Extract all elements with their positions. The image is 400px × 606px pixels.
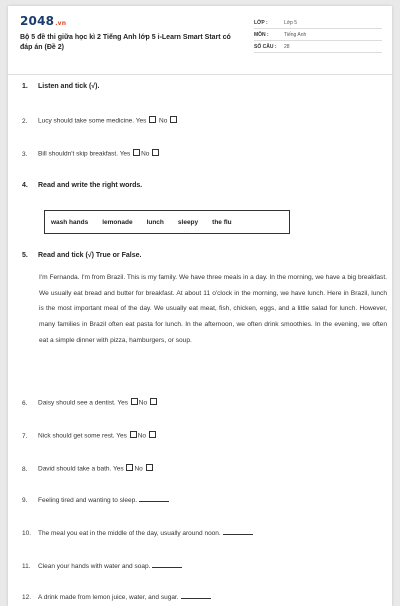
question-4: 4. Read and write the right words. <box>22 182 143 189</box>
no-checkbox[interactable] <box>170 116 177 123</box>
question-11: 11. Clean your hands with water and soap. <box>22 563 182 570</box>
document-page <box>8 6 392 606</box>
logo-text: 2048 <box>20 14 55 28</box>
header-divider <box>8 74 392 75</box>
question-7: 7. Nick should get some rest. Yes No <box>22 431 157 440</box>
meta-question-count: SỐ CÂU : 28 <box>254 41 382 53</box>
answer-blank[interactable] <box>152 567 182 568</box>
word-bank-item: lemonade <box>102 218 133 226</box>
question-8: 8. David should take a bath. Yes No <box>22 464 154 473</box>
answer-blank[interactable] <box>223 534 253 535</box>
document-meta <box>254 17 382 53</box>
word-bank-item: sleepy <box>177 218 199 226</box>
meta-subject: MÔN : Tiếng Anh <box>254 29 382 41</box>
word-bank <box>44 210 290 234</box>
question-5: 5. Read and tick (√) True or False. <box>22 252 142 259</box>
word-bank-item: the flu <box>212 218 232 226</box>
meta-class: LỚP : Lớp 5 <box>254 17 382 29</box>
yes-checkbox[interactable] <box>126 464 133 471</box>
yes-checkbox[interactable] <box>131 398 138 405</box>
question-2: 2. Lucy should take some medicine. Yes No <box>22 116 178 125</box>
no-checkbox[interactable] <box>150 398 157 405</box>
question-3: 3. Bill shouldn't skip breakfast. Yes No <box>22 149 160 158</box>
answer-blank[interactable] <box>139 501 169 502</box>
no-checkbox[interactable] <box>152 149 159 156</box>
word-bank-item: lunch <box>146 218 164 226</box>
word-bank-item: wash hands <box>51 218 89 226</box>
document-title: Bộ 5 đề thi giữa học kì 2 Tiếng Anh lớp 5 i-Learn Smart Start có đáp án (Đề 2) <box>20 34 231 51</box>
document-header <box>8 6 392 58</box>
question-10: 10. The meal you eat in the middle of the day, usually around noon. <box>22 530 253 537</box>
answer-blank[interactable] <box>181 598 211 599</box>
question-1: 1. Listen and tick (√). <box>22 83 100 90</box>
logo-suffix: .vn <box>55 20 67 27</box>
yes-checkbox[interactable] <box>149 116 156 123</box>
yes-checkbox[interactable] <box>130 431 137 438</box>
question-12: 12. A drink made from lemon juice, water, and sugar. <box>22 594 211 601</box>
no-checkbox[interactable] <box>146 464 153 471</box>
no-checkbox[interactable] <box>149 431 156 438</box>
reading-passage: I'm Fernanda. I'm from Brazil. This is my family. We have three meals in a day. In the morning, we have a big breakfast. We usually eat bread and butter for breakfast. At about 11 o'clock in the morning, we have lunch. Here in Brazil, lunch is the most important meal of the day. We usually eat meat, fish, chicken, eggs, and a little salad for lunch. However, many families in Brazil often eat pasta for lunch. In the afternoon, we often drink smoothies. In the evening, we often eat a simple dinner with pizza, hamburgers, or soup. <box>39 274 387 344</box>
question-6: 6. Daisy should see a dentist. Yes No <box>22 398 158 407</box>
question-9: 9. Feeling tired and wanting to sleep. <box>22 497 169 504</box>
yes-checkbox[interactable] <box>133 149 140 156</box>
